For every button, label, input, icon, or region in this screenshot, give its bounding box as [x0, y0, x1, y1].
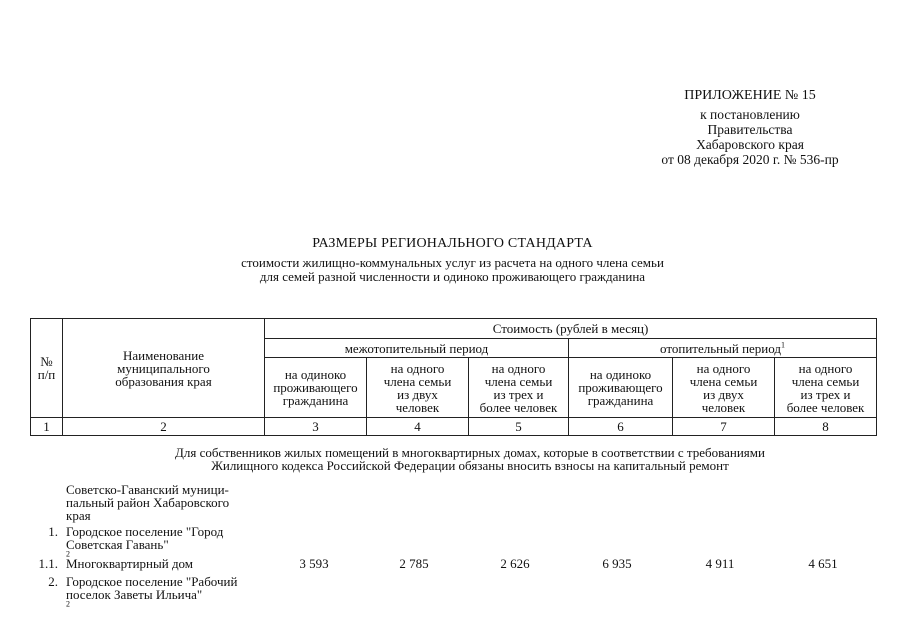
- cost-header: Стоимость (рублей в месяц): [265, 319, 877, 339]
- value-cell: 6 935: [602, 556, 632, 571]
- subtitle-line: для семей разной численности и одиноко проживающего гражданина: [259, 269, 646, 284]
- column-index: 5: [469, 418, 569, 436]
- row-index: 1.: [48, 524, 58, 539]
- subheader-single: на одиноко проживающего гражданина: [569, 358, 673, 418]
- row-index: 1.1.: [38, 556, 58, 571]
- appendix-line: от 08 декабря 2020 г. № 536-пр: [661, 152, 839, 167]
- row-name: Многоквартирный дом: [66, 556, 194, 571]
- row-index: 2.: [48, 574, 58, 589]
- value-cell: 4 911: [705, 556, 735, 571]
- column-name-header: Наименование муниципального образования края: [63, 319, 265, 418]
- document-subtitle: [0, 256, 905, 284]
- appendix-number: ПРИЛОЖЕНИЕ № 15: [684, 88, 816, 103]
- appendix-line: Хабаровского края: [696, 137, 804, 152]
- column-index: 6: [569, 418, 673, 436]
- appendix-line: Правительства: [707, 122, 793, 137]
- appendix-line: к постановлению: [700, 107, 800, 122]
- value-cell: 2 626: [500, 556, 530, 571]
- subheader-two: на одного члена семьи из двух человек: [367, 358, 469, 418]
- column-index: 1: [31, 418, 63, 436]
- value-cell: 2 785: [399, 556, 429, 571]
- section-heading: Для собственников жилых помещений в многоквартирных домах, которые в соответствии с требованиями Жилищного кодекса Российской Федерации обязаны вносить взносы на капитальный ремонт: [175, 445, 765, 473]
- subheader-three: на одного члена семьи из трех и более человек: [775, 358, 877, 418]
- non-heating-period-header: межотопительный период: [265, 339, 569, 358]
- subheader-single: на одиноко проживающего гражданина: [265, 358, 367, 418]
- district-name: Советско-Гаванский муници- пальный район Хабаровского края: [66, 482, 230, 523]
- subheader-three: на одного члена семьи из трех и более человек: [469, 358, 569, 418]
- row-name: Городское поселение "Рабочий поселок Заветы Ильича" $^2$: [66, 574, 238, 609]
- subtitle-line: стоимости жилищно-коммунальных услуг из расчета на одного члена семьи: [241, 255, 664, 270]
- document-title: РАЗМЕРЫ РЕГИОНАЛЬНОГО СТАНДАРТА: [312, 236, 593, 251]
- standards-table-header: [30, 318, 877, 436]
- column-index: 4: [367, 418, 469, 436]
- column-index: 2: [63, 418, 265, 436]
- row-name: Городское поселение "Город Советская Гавань" $^2$: [66, 524, 224, 559]
- value-cell: 4 651: [808, 556, 838, 571]
- heating-period-header: отопительный период$^1$: [569, 339, 877, 358]
- subheader-two: на одного члена семьи из двух человек: [673, 358, 775, 418]
- column-index: 3: [265, 418, 367, 436]
- appendix-header: [600, 88, 900, 167]
- value-cell: 3 593: [299, 556, 329, 571]
- column-index: 8: [775, 418, 877, 436]
- column-index: 7: [673, 418, 775, 436]
- column-number-header: № п/п: [31, 319, 63, 418]
